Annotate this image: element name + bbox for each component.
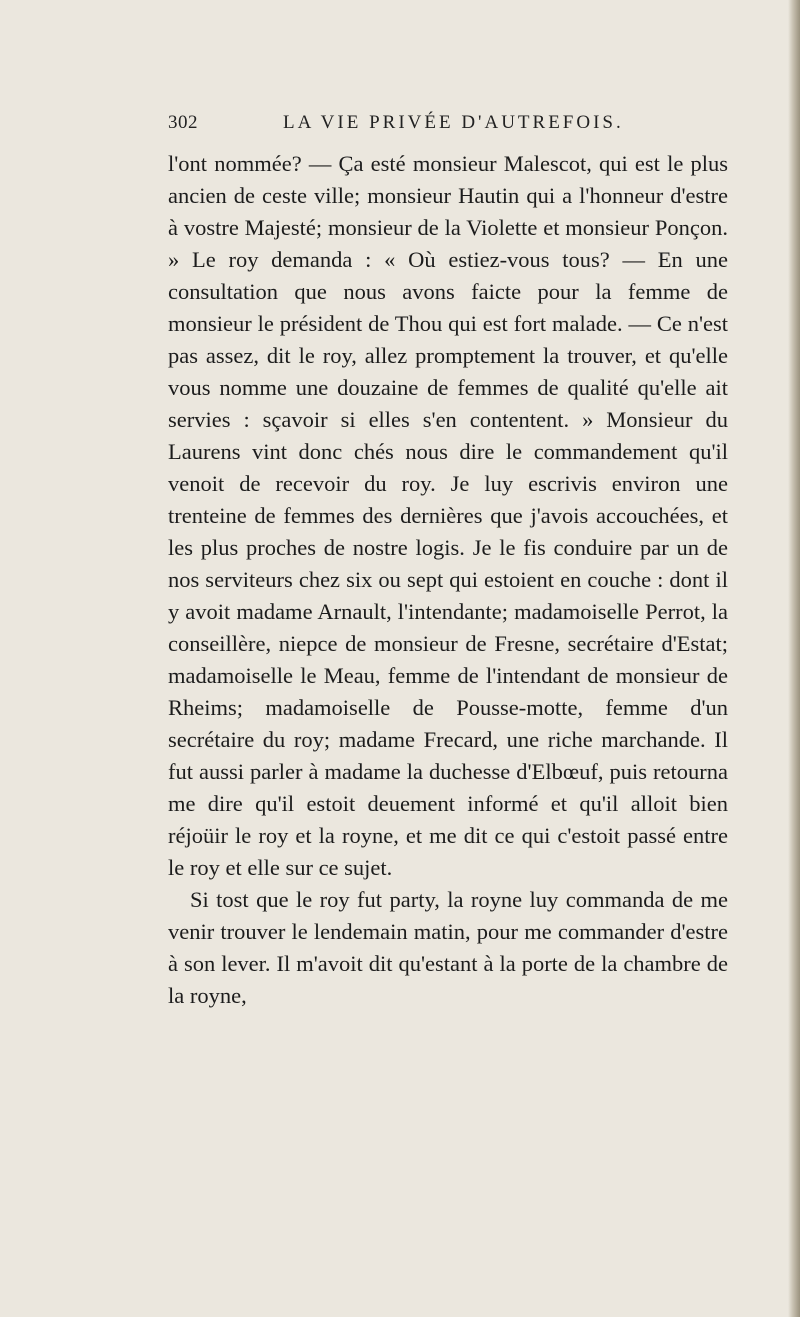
- page-header: [168, 112, 728, 142]
- paragraph: Si tost que le roy fut party, la royne luy commanda de me venir trouver le lendemain matin, pour me commander d'estre à son lever. Il m'avoit dit qu'estant à la porte de la chambre de la royne,: [168, 887, 728, 1008]
- running-title: LA VIE PRIVÉE D'AUTREFOIS.: [283, 112, 624, 133]
- page-edge-shadow: [788, 0, 800, 1317]
- paragraph: l'ont nommée? — Ça esté monsieur Malescot, qui est le plus ancien de ceste ville; monsieur Hautin qui a l'honneur d'estre à vostre Majesté; monsieur de la Violette et monsieur Ponçon. » Le roy demanda : « Où estiez-vous tous? — En une consultation que nous avons faicte pour la femme de monsieur le président de Thou qui est fort malade. — Ce n'est pas assez, dit le roy, allez promptement la trouver, et qu'elle vous nomme une douzaine de femmes de qualité qu'elle ait servies : sçavoir si elles s'en contentent. » Monsieur du Laurens vint donc chés nous dire le commandement qu'il venoit de recevoir du roy. Je luy escrivis environ une trenteine de femmes des dernières que j'avois accouchées, et les plus proches de nostre logis. Je le fis conduire par un de nos serviteurs chez six ou sept qui estoient en couche : dont il y avoit madame Arnault, l'intendante; madamoiselle Perrot, la conseillère, niepce de monsieur de Fresne, secrétaire d'Estat; madamoiselle le Meau, femme de l'intendant de monsieur de Rheims; madamoiselle de Pousse-motte, femme d'un secrétaire du roy; madame Frecard, une riche marchande. Il fut aussi parler à madame la duchesse d'Elbœuf, puis retourna me dire qu'il estoit deuement informé et qu'il alloit bien réjoüir le roy et la royne, et me dit ce qui c'estoit passé entre le roy et elle sur ce sujet.: [168, 151, 728, 880]
- page-body: [168, 148, 728, 1012]
- page-number: 302: [168, 112, 198, 133]
